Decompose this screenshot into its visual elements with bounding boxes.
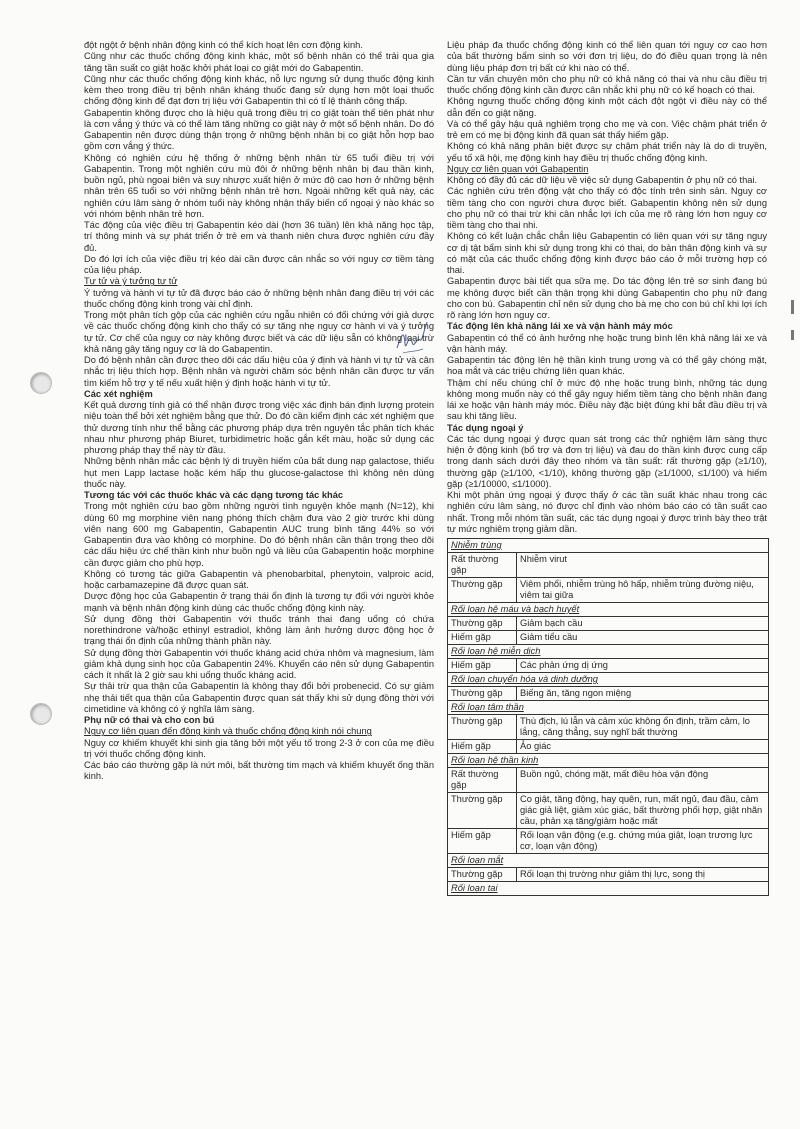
frequency-cell: Thường gặp	[448, 868, 517, 882]
effect-cell: Rối loạn vận động (e.g. chứng múa giật, loạn trương lực cơ, loạn vận động)	[517, 829, 769, 854]
section-heading: Tương tác với các thuốc khác và các dạng tương tác khác	[84, 490, 344, 500]
paragraph: Gabapentin được bài tiết qua sữa mẹ. Do tác động lên trẻ sơ sinh đang bú mẹ không được biết cần thận trọng khi dùng Gabapentin cho phụ nữ đang cho con bú. Gabapentin chỉ nên sử dụng cho bà mẹ cho con bú chỉ khi lợi ích rõ ràng lớn hơn nguy cơ.	[447, 276, 767, 320]
section-heading: Phụ nữ có thai và cho con bú	[84, 715, 215, 725]
paragraph: Dược động học của Gabapentin ở trạng thái ổn định là tương tự đối với người khỏe mạnh và bệnh nhân động kinh dùng các thuốc chống động kinh này.	[84, 591, 434, 613]
frequency-cell: Hiếm gặp	[448, 829, 517, 854]
category-cell: Rối loạn hệ máu và bạch huyết	[448, 603, 769, 617]
category-cell: Rối loạn hệ thần kinh	[448, 754, 769, 768]
frequency-cell: Thường gặp	[448, 578, 517, 603]
frequency-cell: Thường gặp	[448, 715, 517, 740]
table-row	[448, 687, 769, 701]
paragraph: Trong một phân tích gộp của các nghiên cứu ngẫu nhiên có đối chứng với giả dược về các thuốc chống động kinh cho thấy có sự tăng nhẹ nguy cơ hành vi và ý tưởng tự tử. Cơ chế của nguy cơ này không được biết và các dữ liệu sẵn có không loại trừ khả năng gây tăng nguy cơ là do Gabapentin.	[84, 310, 434, 354]
frequency-cell: Rất thường gặp	[448, 553, 517, 578]
effect-cell: Giảm tiểu cầu	[517, 631, 769, 645]
table-row	[448, 768, 769, 793]
table-category-row	[448, 701, 769, 715]
table-category-row	[448, 673, 769, 687]
frequency-cell: Hiếm gặp	[448, 659, 517, 673]
section-heading: Tự tử và ý tưởng tự tử	[84, 276, 178, 287]
frequency-cell: Thường gặp	[448, 617, 517, 631]
left-column	[84, 40, 434, 783]
table-category-row	[448, 882, 769, 896]
category-cell: Rối loạn mắt	[448, 854, 769, 868]
paragraph: Liệu pháp đa thuốc chống động kinh có thể liên quan tới nguy cơ cao hơn của bất thường bẩm sinh so với đơn trị liệu, do đó điều quan trọng là nên dùng liệu pháp đơn trị bất cứ khi nào có thể.	[447, 40, 767, 73]
adverse-effects-table	[447, 538, 769, 896]
table-category-row	[448, 539, 769, 553]
paragraph: Sử dụng đồng thời Gabapentin với thuốc kháng acid chứa nhôm và magnesium, làm giảm khả dụng sinh học của Gabapentin 24%. Khuyến cáo nên sử dụng Gabapentin cách ít nhất là 2 giờ sau khi uống thuốc kháng acid.	[84, 647, 434, 680]
effect-cell: Buồn ngủ, chóng mặt, mất điều hòa vận động	[517, 768, 769, 793]
section-heading: Nguy cơ liên quan đến động kinh và thuốc chống động kinh nói chung	[84, 726, 372, 737]
paragraph: Nguy cơ khiếm khuyết khi sinh gia tăng bởi một yếu tố trong 2-3 ở con của mẹ điều trị với thuốc chống động kinh.	[84, 737, 434, 759]
effect-cell: Viêm phổi, nhiễm trùng hô hấp, nhiễm trùng đường niệu, viêm tai giữa	[517, 578, 769, 603]
table-category-row	[448, 603, 769, 617]
edge-mark	[791, 330, 794, 340]
table-row	[448, 631, 769, 645]
effect-cell: Rối loạn thị trường như giảm thị lực, song thị	[517, 868, 769, 882]
paragraph: Ý tưởng và hành vi tự tử đã được báo cáo ở những bệnh nhân đang điều trị với các thuốc chống động kinh trong vài chỉ định.	[84, 287, 434, 309]
effect-cell: Ảo giác	[517, 740, 769, 754]
effect-cell: Co giật, tăng động, hay quên, run, mất ngủ, đau đầu, cảm giác giả liệt, giảm xúc giác, bất thường phối hợp, giật nhãn cầu, phản xạ tăng/giảm hoặc mất	[517, 793, 769, 829]
paragraph: Cần tư vấn chuyên môn cho phụ nữ có khả năng có thai và nhu cầu điều trị thuốc chống động kinh cần được cân nhắc khi phụ nữ có kế hoạch có thai.	[447, 73, 767, 95]
paragraph: Do đó lợi ích của việc điều trị kéo dài cần được cân nhắc so với nguy cơ tiềm tàng của liệu pháp.	[84, 253, 434, 275]
paragraph: Và có thể gây hậu quả nghiêm trọng cho mẹ và con. Việc chậm phát triển ở trẻ em có mẹ bị động kinh đã quan sát thấy hiếm gặp.	[447, 118, 767, 140]
table-row	[448, 578, 769, 603]
paragraph: Gabapentin tác động lên hệ thần kinh trung ương và có thể gây chóng mặt, hoa mắt và các triệu chứng liên quan khác.	[447, 355, 767, 377]
frequency-cell: Hiếm gặp	[448, 740, 517, 754]
table-row	[448, 793, 769, 829]
frequency-cell: Rất thường gặp	[448, 768, 517, 793]
category-cell: Nhiễm trùng	[448, 539, 769, 553]
table-row	[448, 868, 769, 882]
table-category-row	[448, 754, 769, 768]
effect-cell: Các phản ứng dị ứng	[517, 659, 769, 673]
punch-hole	[30, 703, 52, 725]
paragraph: Tác động của việc điều trị Gabapentin kéo dài (hơn 36 tuần) lên khả năng học tập, trí thông minh và sự phát triển ở trẻ em và thanh niên chưa được nghiên cứu đầy đủ.	[84, 220, 434, 253]
section-heading: Các xét nghiệm	[84, 388, 153, 399]
paragraph: Gabapentin có thể có ảnh hưởng nhẹ hoặc trung bình lên khả năng lái xe và vận hành máy.	[447, 332, 767, 354]
right-column-text	[447, 40, 767, 535]
table-row	[448, 715, 769, 740]
effect-cell: Biếng ăn, tăng ngon miệng	[517, 687, 769, 701]
punch-hole	[30, 372, 52, 394]
paragraph: Không ngưng thuốc chống động kinh một cách đột ngột vì điều này có thể dẫn đến co giật nặng.	[447, 96, 767, 118]
effect-cell: Nhiễm virut	[517, 553, 769, 578]
paragraph: Sự thải trừ qua thận của Gabapentin là không thay đổi bởi probenecid. Có sự giảm nhẹ thải tiết qua thận của Gabapentin được quan sát thấy khi sử dụng đồng thời với cimetidine và không có ý nghĩa lâm sàng.	[84, 681, 434, 714]
paragraph: Do đó bệnh nhân cần được theo dõi các dấu hiệu của ý định và hành vi tự tử và cân nhắc trị liệu thích hợp. Bệnh nhân và người chăm sóc bệnh nhân cần được tư vấn tìm kiếm hỗ trợ y tế nếu xuất hiện ý định hoặc hành vi tự tử.	[84, 355, 434, 388]
paragraph: Các nghiên cứu trên động vật cho thấy có độc tính trên sinh sản. Nguy cơ tiềm tàng cho con người chưa được biết. Gabapentin không nên sử dụng cho phụ nữ có thai trừ khi cân nhắc lợi ích của mẹ rõ ràng lớn hơn nguy cơ tiềm tàng cho thai nhi.	[447, 186, 767, 230]
paragraph: Không có tương tác giữa Gabapentin và phenobarbital, phenytoin, valproic acid, hoặc carbamazepine đã được quan sát.	[84, 568, 434, 590]
paragraph: Cũng như các thuốc chống động kinh khác, một số bệnh nhân có thể trải qua gia tăng tần suất co giật hoặc khởi phát loại co giật mới do Gabapentin.	[84, 51, 434, 73]
paragraph: Gabapentin không được cho là hiệu quả trong điều trị co giật toàn thể tiên phát như là cơn vắng ý thức và có thể làm tăng những co giật này ở một số bệnh nhân. Do đó Gabapentin nên được dùng thận trọng ở những bệnh nhân bị co giật hỗn hợp bao gồm cơn vắng ý thức.	[84, 107, 434, 152]
paragraph: Không có đầy đủ các dữ liệu về việc sử dụng Gabapentin ở phụ nữ có thai.	[447, 175, 758, 185]
section-heading: Tác dụng ngoại ý	[447, 422, 524, 433]
paragraph: Thậm chí nếu chúng chỉ ở mức độ nhẹ hoặc trung bình, những tác dụng không mong muốn này có thể gây nguy hiểm tiềm tàng cho bệnh nhân đang lái xe hoặc vận hành máy móc. Điều này đặc biệt đúng khi bắt đầu điều trị và sau khi tăng liều.	[447, 377, 767, 422]
table-row	[448, 659, 769, 673]
table-row	[448, 829, 769, 854]
paragraph: Khi một phản ứng ngoại ý được thấy ở các tần suất khác nhau trong các nghiên cứu lâm sàng, nó được chỉ định vào nhóm báo cáo có tần suất cao nhất. Trong mỗi nhóm tần suất, các tác dụng ngoại ý được trình bày theo trật tự mức nghiêm trọng giảm dần.	[447, 490, 767, 534]
section-heading: Nguy cơ liên quan với Gabapentin	[447, 163, 589, 174]
paragraph: Các báo cáo thường gặp là nứt môi, bất thường tim mạch và khiếm khuyết ống thần kinh.	[84, 760, 434, 782]
paragraph: Sử dụng đồng thời Gabapentin với thuốc tránh thai đang uống có chứa norethindrone và/hoặc ethinyl estradiol, không làm ảnh hưởng dược động học ở trạng thái ổn định của những thành phần này.	[84, 613, 434, 647]
paragraph: Trong một nghiên cứu bao gồm những người tình nguyện khỏe mạnh (N=12), khi dùng 60 mg morphine viên nang phóng thích chậm đưa vào 2 giờ trước khi dùng viên nang 600 mg Gabapentin, Gabapentin AUC trung bình tăng 44% so với Gabapentin đưa vào không có morphine. Do đó bệnh nhân cần thận trọng theo dõi các dấu hiệu ức chế thần kinh như buồn ngủ và liều của Gabapentin hoặc morphine cần được giảm cho phù hợp.	[84, 501, 434, 568]
paragraph: Các tác dụng ngoại ý được quan sát trong các thử nghiệm lâm sàng thực hiện ở động kinh (bổ trợ và đơn trị liệu) và đau do thần kinh được cung cấp trong danh sách dưới đây theo nhóm và tần suất: rất thường gặp (≥1/10), thường gặp (≥1/100, <1/10), không thường gặp (≥1/1000, ≤1/100) và hiếm gặp (≥1/10000, ≤1/1000).	[447, 433, 767, 489]
table-category-row	[448, 854, 769, 868]
section-heading: Tác động lên khả năng lái xe và vận hành máy móc	[447, 321, 673, 332]
paragraph: Những bệnh nhân mắc các bệnh lý di truyền hiếm của bất dung nạp galactose, thiếu hụt men Lapp lactase hoặc kém hấp thu glucose-galactose thì không nên dùng thuốc này.	[84, 456, 434, 489]
effect-cell: Thù địch, lú lẫn và cảm xúc không ổn định, trầm cảm, lo lắng, căng thẳng, suy nghĩ bất thường	[517, 715, 769, 740]
effect-cell: Giảm bạch cầu	[517, 617, 769, 631]
category-cell: Rối loạn hệ miễn dịch	[448, 645, 769, 659]
table-category-row	[448, 645, 769, 659]
table-row	[448, 617, 769, 631]
category-cell: Rối loạn tai	[448, 882, 769, 896]
paragraph: Không có nghiên cứu hệ thống ở những bệnh nhân từ 65 tuổi điều trị với Gabapentin. Trong một nghiên cứu mù đôi ở những bệnh nhân bị đau thần kinh, buồn ngủ, phù ngoại biên và suy nhược xuất hiện ở mức độ cao hơn ở những bệnh nhân trên 65 tuổi so với những bệnh nhân trẻ hơn. Ngoài những kết quả này, các nghiên cứu lâm sàng ở nhóm tuổi này không nhận thấy biến cố ngoại ý nào khác so với nhóm bệnh nhân trẻ hơn.	[84, 152, 434, 219]
paragraph: Kết quả dương tính giả có thể nhận được trong việc xác định bán định lượng protein niệu toàn thể bởi xét nghiệm bằng que thử. Do đó cần kiểm định các xét nghiệm que thử dương tính như thể bằng các phương pháp dựa trên nguyên tắc phân tích khác nhau như phương pháp Biuret, turbidimetric hoặc gắn kết màu, hoặc sử dụng các phương pháp thay thế này từ đầu.	[84, 400, 434, 455]
table-row	[448, 740, 769, 754]
paragraph: Cũng như các thuốc chống động kinh khác, nỗ lực ngưng sử dụng thuốc động kinh kèm theo trong điều trị bệnh nhân kháng thuốc đang sử dụng hơn một loại thuốc chống động kinh để đạt đơn trị liệu với Gabapentin thì có tỉ lệ thành công thấp.	[84, 73, 434, 107]
frequency-cell: Thường gặp	[448, 793, 517, 829]
category-cell: Rối loạn tâm thần	[448, 701, 769, 715]
frequency-cell: Hiếm gặp	[448, 631, 517, 645]
table-row	[448, 553, 769, 578]
paragraph: đột ngột ở bệnh nhân động kinh có thể kích hoạt lên cơn động kinh.	[84, 40, 363, 50]
edge-mark	[791, 300, 794, 314]
frequency-cell: Thường gặp	[448, 687, 517, 701]
paragraph: Không có khả năng phân biệt được sự chậm phát triển này là do di truyền, yếu tố xã hội, mẹ động kinh hay điều trị thuốc chống động kinh.	[447, 141, 767, 163]
category-cell: Rối loạn chuyển hóa và dinh dưỡng	[448, 673, 769, 687]
paragraph: Không có kết luận chắc chắn liệu Gabapentin có liên quan với sự tăng nguy cơ dị tật bẩm sinh khi sử dụng trong khi có thai, do bản thân động kinh và sự có mặt của các thuốc chống động kinh được báo cáo ở mỗi trường hợp có thai.	[447, 231, 767, 275]
right-column	[447, 40, 767, 896]
